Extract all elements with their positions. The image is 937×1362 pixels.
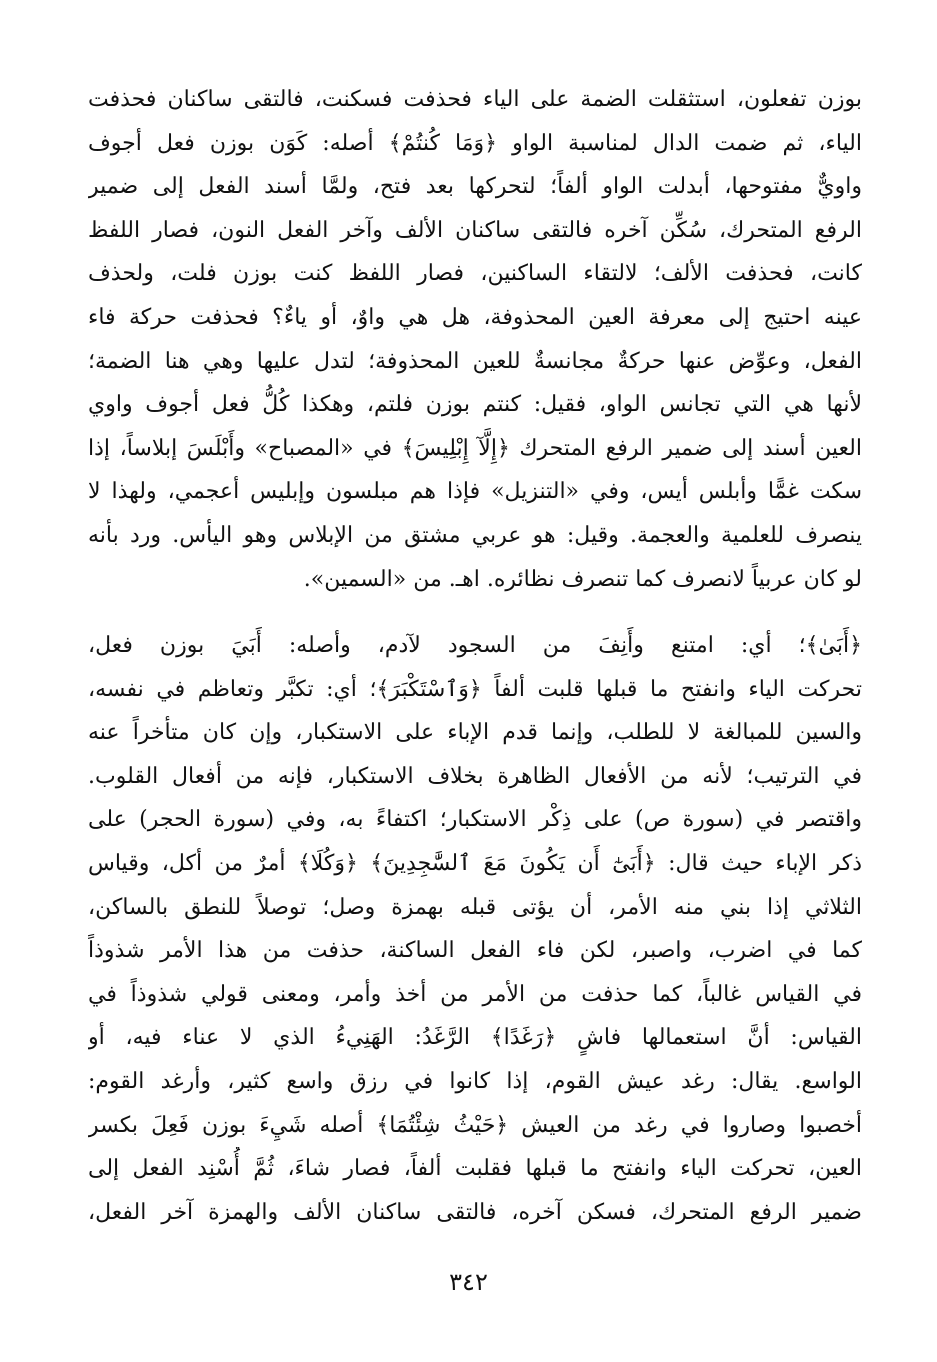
text-line: كما في اضرب، واصبر، لكن فاء الفعل الساكنة، حذفت من هذا الأمر شذوذاً: [88, 938, 862, 964]
text-line: بوزن تفعلون، استثقلت الضمة على الياء فحذفت فسكنت، فالتقى ساكنان فحذفت: [88, 87, 862, 112]
paragraph-1: [88, 78, 862, 601]
text-line: ضمير الرفع المتحرك، فسكن آخره، فالتقى ساكنان الألف والهمزة آخر الفعل،: [88, 1199, 862, 1225]
text-line: أخصبوا وصاروا في رغد من العيش ﴿حَيْثُ شِئْتُمَا﴾ أصله شَيِءَ بوزن فَعِلَ بكسر: [88, 1112, 862, 1138]
text-line: تحركت الياء وانفتح ما قبلها قلبت ألفاً ﴿وَٱسْتَكْبَرَ﴾؛ أي: تكبَّر وتعاظم في نفسه،: [88, 676, 862, 702]
text-line: في الترتيب؛ لأنه من الأفعال الظاهرة بخلاف الاستكبار، فإنه من أفعال القلوب.: [88, 763, 862, 789]
text-line: عينه احتيج إلى معرفة العين المحذوفة، هل هي واوٌ، أو ياءٌ؟ فحذفت حركة فاء: [88, 304, 862, 330]
text-line: والسين للمبالغة لا للطلب، وإنما قدم الإباء على الاستكبار، وإن كان متأخراً عنه: [88, 720, 862, 746]
page-number: ٣٤٢: [449, 1268, 488, 1296]
text-line: العين أسند إلى ضمير الرفع المتحرك ﴿إِلَّآ إِبْلِيسَ﴾ في «المصباح» وأَبْلَسَ إبلاساً، إذا: [88, 435, 862, 461]
text-line: لو كان عربياً لانصرف كما تنصرف نظائره. اهـ. من «السمين».: [303, 566, 862, 592]
text-line: لأنها هي التي تجانس الواو، فقيل: كنتم بوزن فلتم، وهكذا كُلُّ فعل أجوف واوي: [88, 392, 862, 418]
text-line: واقتصر في (سورة ص) على ذِكْر الاستكبار؛ اكتفاءً به، وفي (سورة الحجر) على: [88, 807, 862, 833]
text-line: الياء، ثم ضمت الدال لمناسبة الواو ﴿وَمَا كُنتُمْ﴾ أصله: كَوَن بوزن فعل أجوف: [88, 130, 862, 156]
text-line: سكت غمًّا وأبلس أيس، وفي «التنزيل» فإذا هم مبلسون وإبليس أعجمي، ولهذا لا: [88, 479, 862, 505]
text-line: كانت، فحذفت الألف؛ لالتقاء الساكنين، فصار اللفظ كنت بوزن فلت، ولحذف: [88, 261, 862, 287]
paragraph-2: [88, 624, 862, 1234]
text-line: القياس: أنَّ استعمالها فاشٍ ﴿رَغَدًا﴾ الرَّغَدُ: الهَنِيءُ الذي لا عناء فيه، أو: [88, 1025, 862, 1051]
text-line: الرفع المتحرك، سُكِّن آخره فالتقى ساكنان الألف وآخر الفعل النون، فصار اللفظ: [88, 217, 862, 243]
text-line: العين، تحركت الياء وانفتح ما قبلها فقلبت ألفاً، فصار شاءَ، ثُمَّ أُسْنِد الفعل إلى: [88, 1156, 862, 1182]
text-line: واويٌّ مفتوحها، أبدلت الواو ألفاً؛ لتحركها بعد فتح، ولمَّا أسند الفعل إلى ضمير: [88, 174, 862, 200]
text-line: الفعل، وعوِّض عنها حركةٌ مجانسةٌ للعين المحذوفة؛ لتدل عليها وهي هنا الضمة؛: [88, 348, 862, 374]
text-line: الثلاثي إذا بني منه الأمر، أن يؤتى قبله بهمزة وصل؛ توصلاً للنطق بالساكن،: [88, 894, 862, 920]
text-line: الواسع. يقال: رغد عيش القوم، إذا كانوا في رزق واسع كثير، وأرغد القوم:: [88, 1068, 862, 1094]
text-line: في القياس غالباً، كما حذفت من الأمر من أخذ وأمر، ومعنى قولي شذوذاً في: [88, 981, 862, 1007]
text-line: ذكر الإباء حيث قال: ﴿أَبَىٰٓ أَن يَكُونَ مَعَ ٱلسَّٰجِدِينَ﴾ ﴿وَكُلَا﴾ أمرٌ من أكل، وقياس: [88, 850, 862, 876]
text-line: ﴿أَبَىٰ﴾؛ أي: امتنع وأَنِفَ من السجود لآدم، وأصله: أَبَيَ بوزن فعل،: [88, 633, 862, 658]
text-line: ينصرف للعلمية والعجمة. وقيل: هو عربي مشتق من الإبلاس وهو اليأس. ورد بأنه: [88, 522, 862, 548]
